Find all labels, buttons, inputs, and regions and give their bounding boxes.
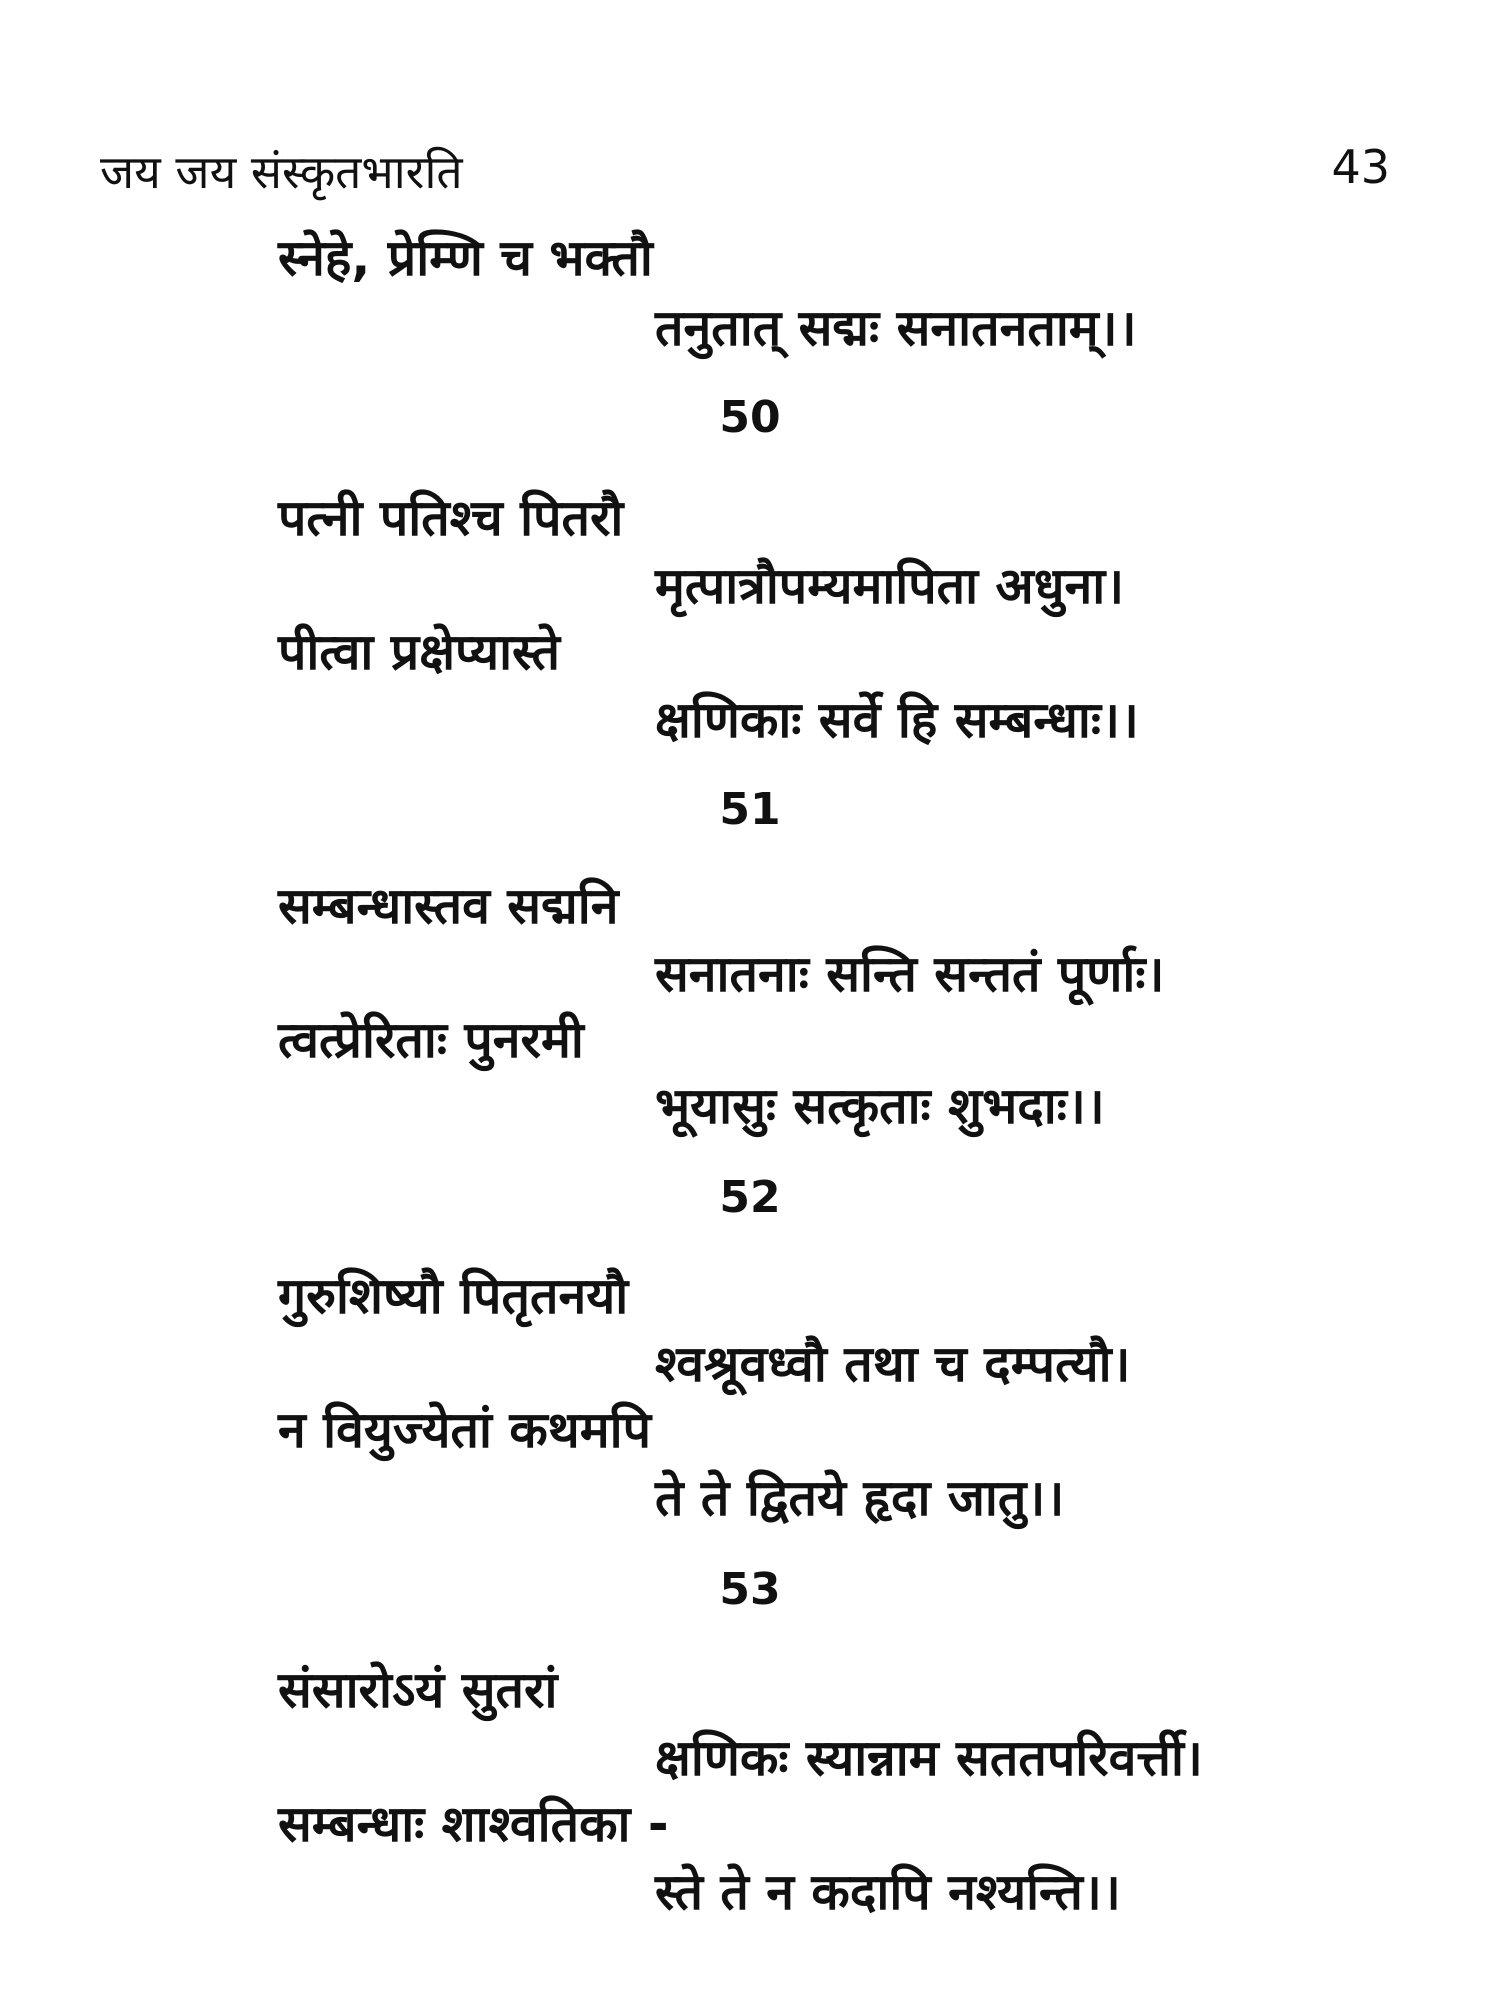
verse-number-51: 51 <box>719 784 781 835</box>
verse-51-line-1: सम्बन्धास्तव सद्मनि <box>278 877 619 935</box>
verse-51-line-3: त्वत्प्रेरिताः पुनरमी <box>278 1011 584 1069</box>
verse-49-line-4: तनुतात् सद्मः सनातनताम्।। <box>655 299 1137 357</box>
verse-52-line-3: न वियुज्येतां कथमपि <box>278 1401 651 1459</box>
verse-50-line-4: क्षणिकाः सर्वे हि सम्बन्धाः।। <box>655 691 1139 749</box>
verse-51-line-4: भूयासुः सत्कृताः शुभदाः।। <box>655 1077 1105 1135</box>
verse-number-52: 52 <box>719 1172 781 1223</box>
verse-52-line-1: गुरुशिष्यौ पितृतनयौ <box>278 1267 629 1325</box>
verse-50-line-3: पीत्वा प्रक्षेप्यास्ते <box>278 623 561 681</box>
verse-number-53: 53 <box>719 1564 781 1615</box>
verse-53-line-3: सम्बन्धाः शाश्वतिका - <box>278 1795 669 1853</box>
verse-51-line-2: सनातनाः सन्ति सन्ततं पूर्णाः। <box>655 945 1165 1003</box>
running-header-title: जय जय संस्कृतभारति <box>100 145 463 199</box>
verse-53-line-1: संसारोऽयं सुतरां <box>278 1661 558 1719</box>
verse-number-50: 50 <box>719 392 781 443</box>
page-number: 43 <box>1331 140 1390 194</box>
verse-52-line-4: ते ते द्वितये हृदा जातु।। <box>655 1469 1065 1527</box>
verse-53-line-2: क्षणिकः स्यान्नाम सततपरिवर्त्ती। <box>655 1729 1203 1787</box>
verse-52-line-2: श्वश्रूवध्वौ तथा च दम्पत्यौ। <box>655 1335 1131 1393</box>
verse-49-line-3: स्नेहे, प्रेम्णि च भक्तौ <box>278 229 653 287</box>
verse-53-line-4: स्ते ते न कदापि नश्यन्ति।। <box>655 1863 1121 1921</box>
verse-50-line-1: पत्नी पतिश्च पितरौ <box>278 489 624 547</box>
verse-50-line-2: मृत्पात्रौपम्यमापिता अधुना। <box>655 557 1125 615</box>
